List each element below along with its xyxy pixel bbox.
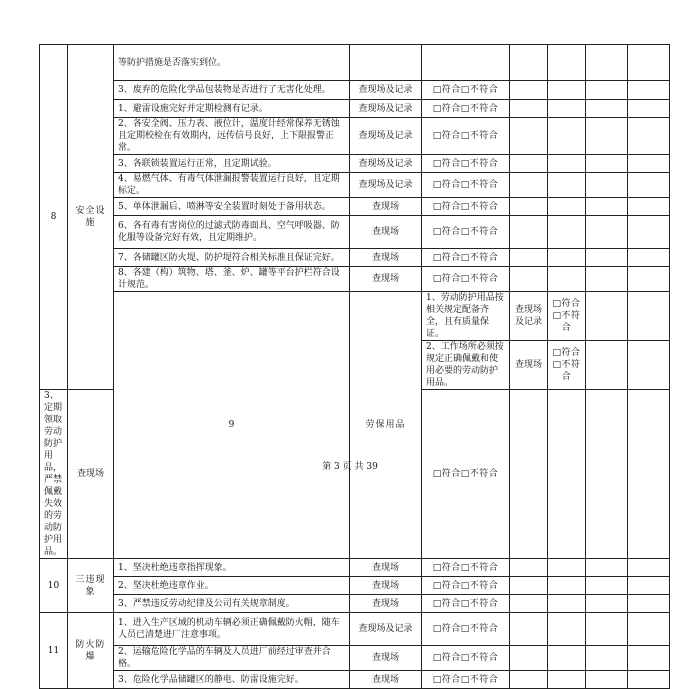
- blank-cell: [586, 390, 628, 559]
- check-method: 查现场: [350, 646, 422, 671]
- blank-cell: [510, 216, 548, 249]
- blank-cell: [628, 173, 670, 198]
- check-result: □符合□不符合: [422, 81, 510, 100]
- check-item: 2、工作场所必须按规定正确佩戴和使用必要的劳动防护用品。: [422, 341, 510, 390]
- blank-cell: [628, 100, 670, 118]
- table-row: [40, 671, 670, 689]
- blank-cell: [628, 155, 670, 173]
- check-result: □符合□不符合: [422, 118, 510, 155]
- blank-cell: [548, 216, 586, 249]
- blank-cell: [510, 267, 548, 292]
- table-row: [40, 646, 670, 671]
- blank-cell: [548, 118, 586, 155]
- check-result: □符合□不符合: [422, 559, 510, 577]
- blank-cell: [628, 267, 670, 292]
- blank-cell: [586, 81, 628, 100]
- check-method: 查现场及记录: [350, 613, 422, 646]
- check-item: 5、单体泄漏后、喷淋等安全装置时刻处于备用状态。: [114, 198, 350, 216]
- blank-cell: [628, 390, 670, 559]
- check-result: □符合□不符合: [548, 341, 586, 390]
- check-method: 查现场: [350, 267, 422, 292]
- table-row: [40, 249, 670, 267]
- check-result: □符合□不符合: [422, 577, 510, 595]
- blank-cell: [628, 292, 670, 341]
- blank-cell: [586, 100, 628, 118]
- blank-cell: [548, 595, 586, 613]
- check-method: 查现场及记录: [350, 81, 422, 100]
- blank-cell: [548, 390, 586, 559]
- check-method: 查现场: [350, 559, 422, 577]
- check-method: 查现场及记录: [510, 292, 548, 341]
- check-item: 1、避雷设施完好并定期检测有记录。: [114, 100, 350, 118]
- blank-cell: [510, 81, 548, 100]
- group-seq-8: 8: [40, 45, 68, 390]
- blank-cell: [586, 646, 628, 671]
- blank-cell: [586, 613, 628, 646]
- blank-cell: [510, 118, 548, 155]
- table-row: [40, 613, 670, 646]
- table-row: [40, 173, 670, 198]
- blank-cell: [510, 100, 548, 118]
- group-category-three-violations: 三违现象: [68, 559, 114, 613]
- blank-cell: [628, 671, 670, 689]
- blank-cell: [586, 671, 628, 689]
- table-row: [40, 216, 670, 249]
- blank-cell: [510, 577, 548, 595]
- table-row: [40, 267, 670, 292]
- check-result: □符合□不符合: [422, 173, 510, 198]
- blank-cell: [586, 45, 628, 81]
- blank-cell: [548, 45, 586, 81]
- inspection-checklist-table: [39, 44, 670, 689]
- blank-cell: [586, 577, 628, 595]
- blank-cell: [548, 267, 586, 292]
- table-row: [40, 118, 670, 155]
- blank-cell: [548, 249, 586, 267]
- check-method: 查现场: [350, 671, 422, 689]
- table-row: [40, 45, 670, 81]
- blank-cell: [510, 613, 548, 646]
- check-item: 1、进入生产区域的机动车辆必须正确佩戴防火帽，随车人员已清楚进厂注意事项。: [114, 613, 350, 646]
- group-category-fire-explosion-prevention: 防火防爆: [68, 613, 114, 689]
- blank-cell: [628, 559, 670, 577]
- check-item: 3、定期领取劳动防护用品，严禁佩戴失效的劳动防护用品。: [40, 390, 68, 559]
- blank-cell: [628, 198, 670, 216]
- blank-cell: [548, 559, 586, 577]
- check-result: □符合□不符合: [422, 613, 510, 646]
- group-seq-10: 10: [40, 559, 68, 613]
- check-method: 查现场及记录: [350, 118, 422, 155]
- blank-cell: [548, 100, 586, 118]
- check-item: 1、坚决杜绝违章指挥现象。: [114, 559, 350, 577]
- check-item: 2、各安全阀、压力表、液位计，温度计经常保养无锈蚀且定期校检在有效期内，远传信号良好，上下限报警正常。: [114, 118, 350, 155]
- blank-cell: [586, 559, 628, 577]
- blank-cell: [510, 173, 548, 198]
- blank-cell: [510, 390, 548, 559]
- check-result: □符合□不符合: [422, 155, 510, 173]
- blank-cell: [586, 292, 628, 341]
- table-row: [40, 81, 670, 100]
- blank-cell: [628, 45, 670, 81]
- group-category-protective-equipment: 劳保用品: [350, 292, 422, 559]
- table-row: [40, 198, 670, 216]
- group-seq-9: 9: [114, 292, 350, 559]
- blank-cell: [628, 595, 670, 613]
- check-method: 查现场: [350, 595, 422, 613]
- group-seq-11: 11: [40, 613, 68, 689]
- check-method: 查现场及记录: [350, 155, 422, 173]
- check-result: □符合□不符合: [422, 646, 510, 671]
- blank-cell: [586, 173, 628, 198]
- check-result: □符合□不符合: [422, 390, 510, 559]
- blank-cell: [510, 671, 548, 689]
- table-row: [40, 595, 670, 613]
- check-result: □符合□不符合: [422, 216, 510, 249]
- blank-cell: [628, 216, 670, 249]
- blank-cell: [586, 249, 628, 267]
- blank-cell: [510, 559, 548, 577]
- blank-cell: [628, 577, 670, 595]
- check-item: 3、危险化学品储罐区的静电、防雷设施完好。: [114, 671, 350, 689]
- check-method: [350, 45, 422, 81]
- blank-cell: [628, 118, 670, 155]
- check-result: □符合□不符合: [422, 595, 510, 613]
- check-result: □符合□不符合: [422, 671, 510, 689]
- blank-cell: [628, 341, 670, 390]
- blank-cell: [586, 341, 628, 390]
- check-method: 查现场: [350, 198, 422, 216]
- check-item: 8、各建（构）筑物、塔、釜、炉、罐等平台护栏符合设计规范。: [114, 267, 350, 292]
- check-method: 查现场及记录: [350, 100, 422, 118]
- blank-cell: [510, 45, 548, 81]
- check-result: □符合□不符合: [422, 100, 510, 118]
- group-category-safety-facilities: 安全设施: [68, 45, 114, 390]
- table-row: [40, 577, 670, 595]
- blank-cell: [510, 249, 548, 267]
- blank-cell: [586, 216, 628, 249]
- blank-cell: [548, 671, 586, 689]
- check-method: 查现场: [350, 216, 422, 249]
- blank-cell: [548, 613, 586, 646]
- blank-cell: [586, 118, 628, 155]
- check-method: 查现场: [350, 577, 422, 595]
- blank-cell: [548, 646, 586, 671]
- blank-cell: [628, 249, 670, 267]
- check-result: □符合□不符合: [422, 267, 510, 292]
- check-item: 2、坚决杜绝违章作业。: [114, 577, 350, 595]
- table-row: [40, 559, 670, 577]
- check-item: 3、废弃的危险化学品包装物是否进行了无害化处理。: [114, 81, 350, 100]
- check-item: 3、各联锁装置运行正常，且定期试验。: [114, 155, 350, 173]
- blank-cell: [510, 595, 548, 613]
- check-result: [422, 45, 510, 81]
- check-item: 7、各储罐区防火堤、防护堤符合相关标准且保证完好。: [114, 249, 350, 267]
- check-item: 3、严禁违反劳动纪律及公司有关规章制度。: [114, 595, 350, 613]
- table-row: [40, 155, 670, 173]
- blank-cell: [586, 267, 628, 292]
- page-number-footer: 第 3 页 共 39: [322, 462, 378, 472]
- check-method: 查现场: [350, 249, 422, 267]
- check-result: □符合□不符合: [548, 292, 586, 341]
- blank-cell: [586, 155, 628, 173]
- blank-cell: [628, 613, 670, 646]
- table-row: [40, 292, 670, 341]
- blank-cell: [510, 155, 548, 173]
- check-item: 等防护措施是否落实到位。: [114, 45, 350, 81]
- blank-cell: [586, 198, 628, 216]
- check-result: □符合□不符合: [422, 198, 510, 216]
- check-item: 4、易燃气体、有毒气体泄漏报警装置运行良好，且定期标定。: [114, 173, 350, 198]
- blank-cell: [628, 646, 670, 671]
- check-method: 查现场及记录: [350, 173, 422, 198]
- check-item: 1、劳动防护用品按相关规定配备齐全，且有质量保证。: [422, 292, 510, 341]
- blank-cell: [628, 81, 670, 100]
- check-method: 查现场: [68, 390, 114, 559]
- check-item: 6、各有毒有害岗位的过滤式防毒面具、空气呼吸器、防化服等设备完好有效，且定期维护。: [114, 216, 350, 249]
- check-result: □符合□不符合: [422, 249, 510, 267]
- blank-cell: [548, 155, 586, 173]
- blank-cell: [586, 595, 628, 613]
- check-item: 2、运输危险化学品的车辆及人员进厂前经过审查并合格。: [114, 646, 350, 671]
- blank-cell: [548, 198, 586, 216]
- table-row: [40, 100, 670, 118]
- blank-cell: [548, 173, 586, 198]
- check-method: 查现场: [510, 341, 548, 390]
- blank-cell: [510, 198, 548, 216]
- blank-cell: [510, 646, 548, 671]
- blank-cell: [548, 81, 586, 100]
- blank-cell: [548, 577, 586, 595]
